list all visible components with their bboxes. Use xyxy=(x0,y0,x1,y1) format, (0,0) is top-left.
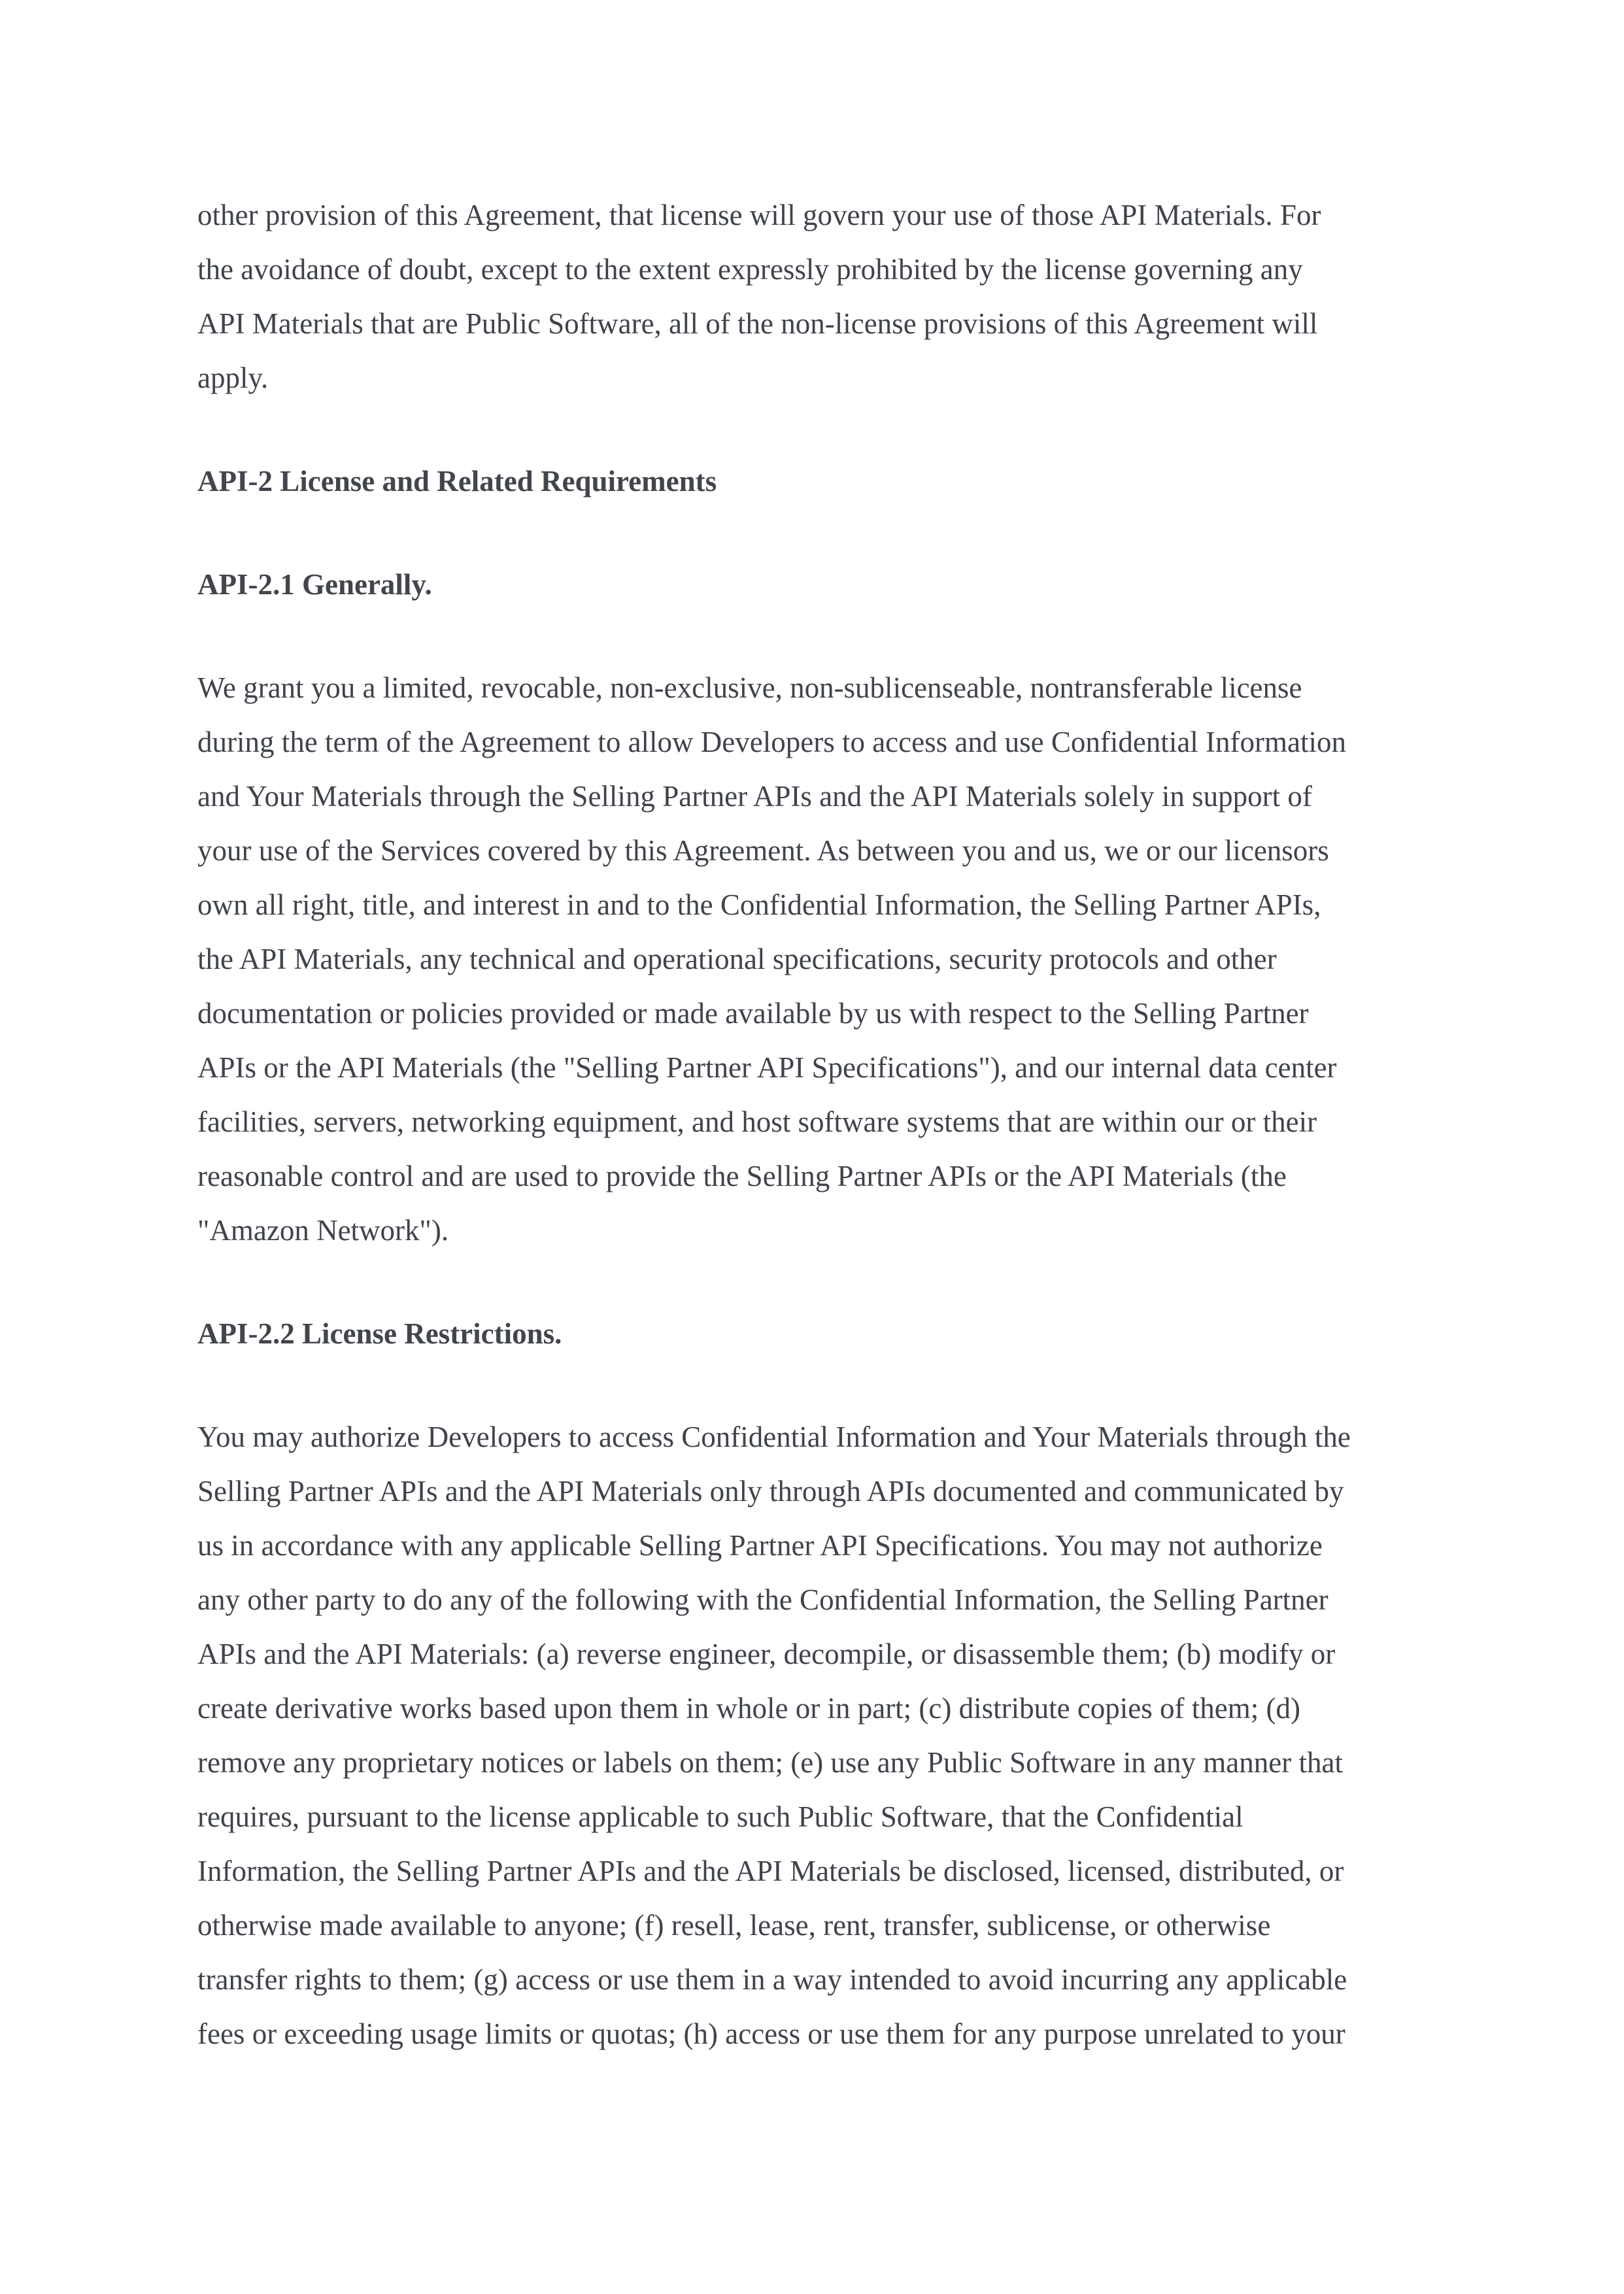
paragraph-line: during the term of the Agreement to allow Developers to access and use Confidential Information xyxy=(197,726,1346,758)
paragraph-line: us in accordance with any applicable Selling Partner API Specifications. You may not authorize xyxy=(197,1529,1323,1562)
paragraph-line: your use of the Services covered by this Agreement. As between you and us, we or our licensors xyxy=(197,834,1329,867)
paragraph-line: reasonable control and are used to provide the Selling Partner APIs or the API Materials (the xyxy=(197,1160,1287,1192)
paragraph-line: own all right, title, and interest in and to the Confidential Information, the Selling Partner APIs, xyxy=(197,888,1321,921)
paragraph-line: requires, pursuant to the license applicable to such Public Software, that the Confidential xyxy=(197,1800,1243,1833)
paragraph-line: remove any proprietary notices or labels on them; (e) use any Public Software in any manner that xyxy=(197,1746,1343,1779)
paragraph-line: any other party to do any of the following with the Confidential Information, the Selling Partner xyxy=(197,1583,1328,1616)
paragraph-line: the avoidance of doubt, except to the extent expressly prohibited by the license governing any xyxy=(197,253,1303,286)
paragraph-line: APIs or the API Materials (the "Selling Partner API Specifications"), and our internal data center xyxy=(197,1051,1337,1084)
paragraph-line: "Amazon Network"). xyxy=(197,1214,449,1247)
paragraph-line: fees or exceeding usage limits or quotas; (h) access or use them for any purpose unrelated to your xyxy=(197,2017,1345,2050)
spacer xyxy=(197,1258,1453,1307)
paragraph-line: API Materials that are Public Software, all of the non-license provisions of this Agreement will xyxy=(197,307,1318,340)
paragraph-line: APIs and the API Materials: (a) reverse engineer, decompile, or disassemble them; (b) modify or xyxy=(197,1638,1336,1670)
paragraph-line: Information, the Selling Partner APIs and the API Materials be disclosed, licensed, distributed, or xyxy=(197,1855,1344,1887)
paragraph-line: Selling Partner APIs and the API Materials only through APIs documented and communicated by xyxy=(197,1475,1344,1508)
spacer xyxy=(197,612,1453,661)
license-restrictions-paragraph xyxy=(197,1410,1453,2061)
paragraph-line: facilities, servers, networking equipment, and host software systems that are within our or their xyxy=(197,1105,1317,1138)
paragraph-line: create derivative works based upon them in whole or in part; (c) distribute copies of them; (d) xyxy=(197,1692,1300,1725)
paragraph-line: and Your Materials through the Selling Partner APIs and the API Materials solely in support of xyxy=(197,780,1312,813)
paragraph-line: transfer rights to them; (g) access or use them in a way intended to avoid incurring any applicable xyxy=(197,1963,1347,1996)
paragraph-line: the API Materials, any technical and operational specifications, security protocols and other xyxy=(197,943,1277,975)
spacer xyxy=(197,1361,1453,1410)
spacer xyxy=(197,509,1453,558)
intro-paragraph xyxy=(197,188,1453,405)
paragraph-line: We grant you a limited, revocable, non-exclusive, non-sublicenseable, nontransferable license xyxy=(197,671,1302,704)
spacer xyxy=(197,405,1453,454)
paragraph-line: otherwise made available to anyone; (f) resell, lease, rent, transfer, sublicense, or otherwise xyxy=(197,1909,1271,1942)
section-heading: API-2 License and Related Requirements xyxy=(197,465,717,498)
subsection-heading-generally: API-2.1 Generally. xyxy=(197,568,432,601)
paragraph-line: other provision of this Agreement, that license will govern your use of those API Materials. For xyxy=(197,199,1321,231)
paragraph-line: documentation or policies provided or made available by us with respect to the Selling Partner xyxy=(197,997,1309,1030)
paragraph-line: apply. xyxy=(197,362,269,394)
subsection-heading-license-restrictions: API-2.2 License Restrictions. xyxy=(197,1317,562,1350)
paragraph-line: You may authorize Developers to access Confidential Information and Your Materials through the xyxy=(197,1421,1351,1453)
generally-paragraph xyxy=(197,661,1453,1258)
document-body xyxy=(197,188,1453,2061)
